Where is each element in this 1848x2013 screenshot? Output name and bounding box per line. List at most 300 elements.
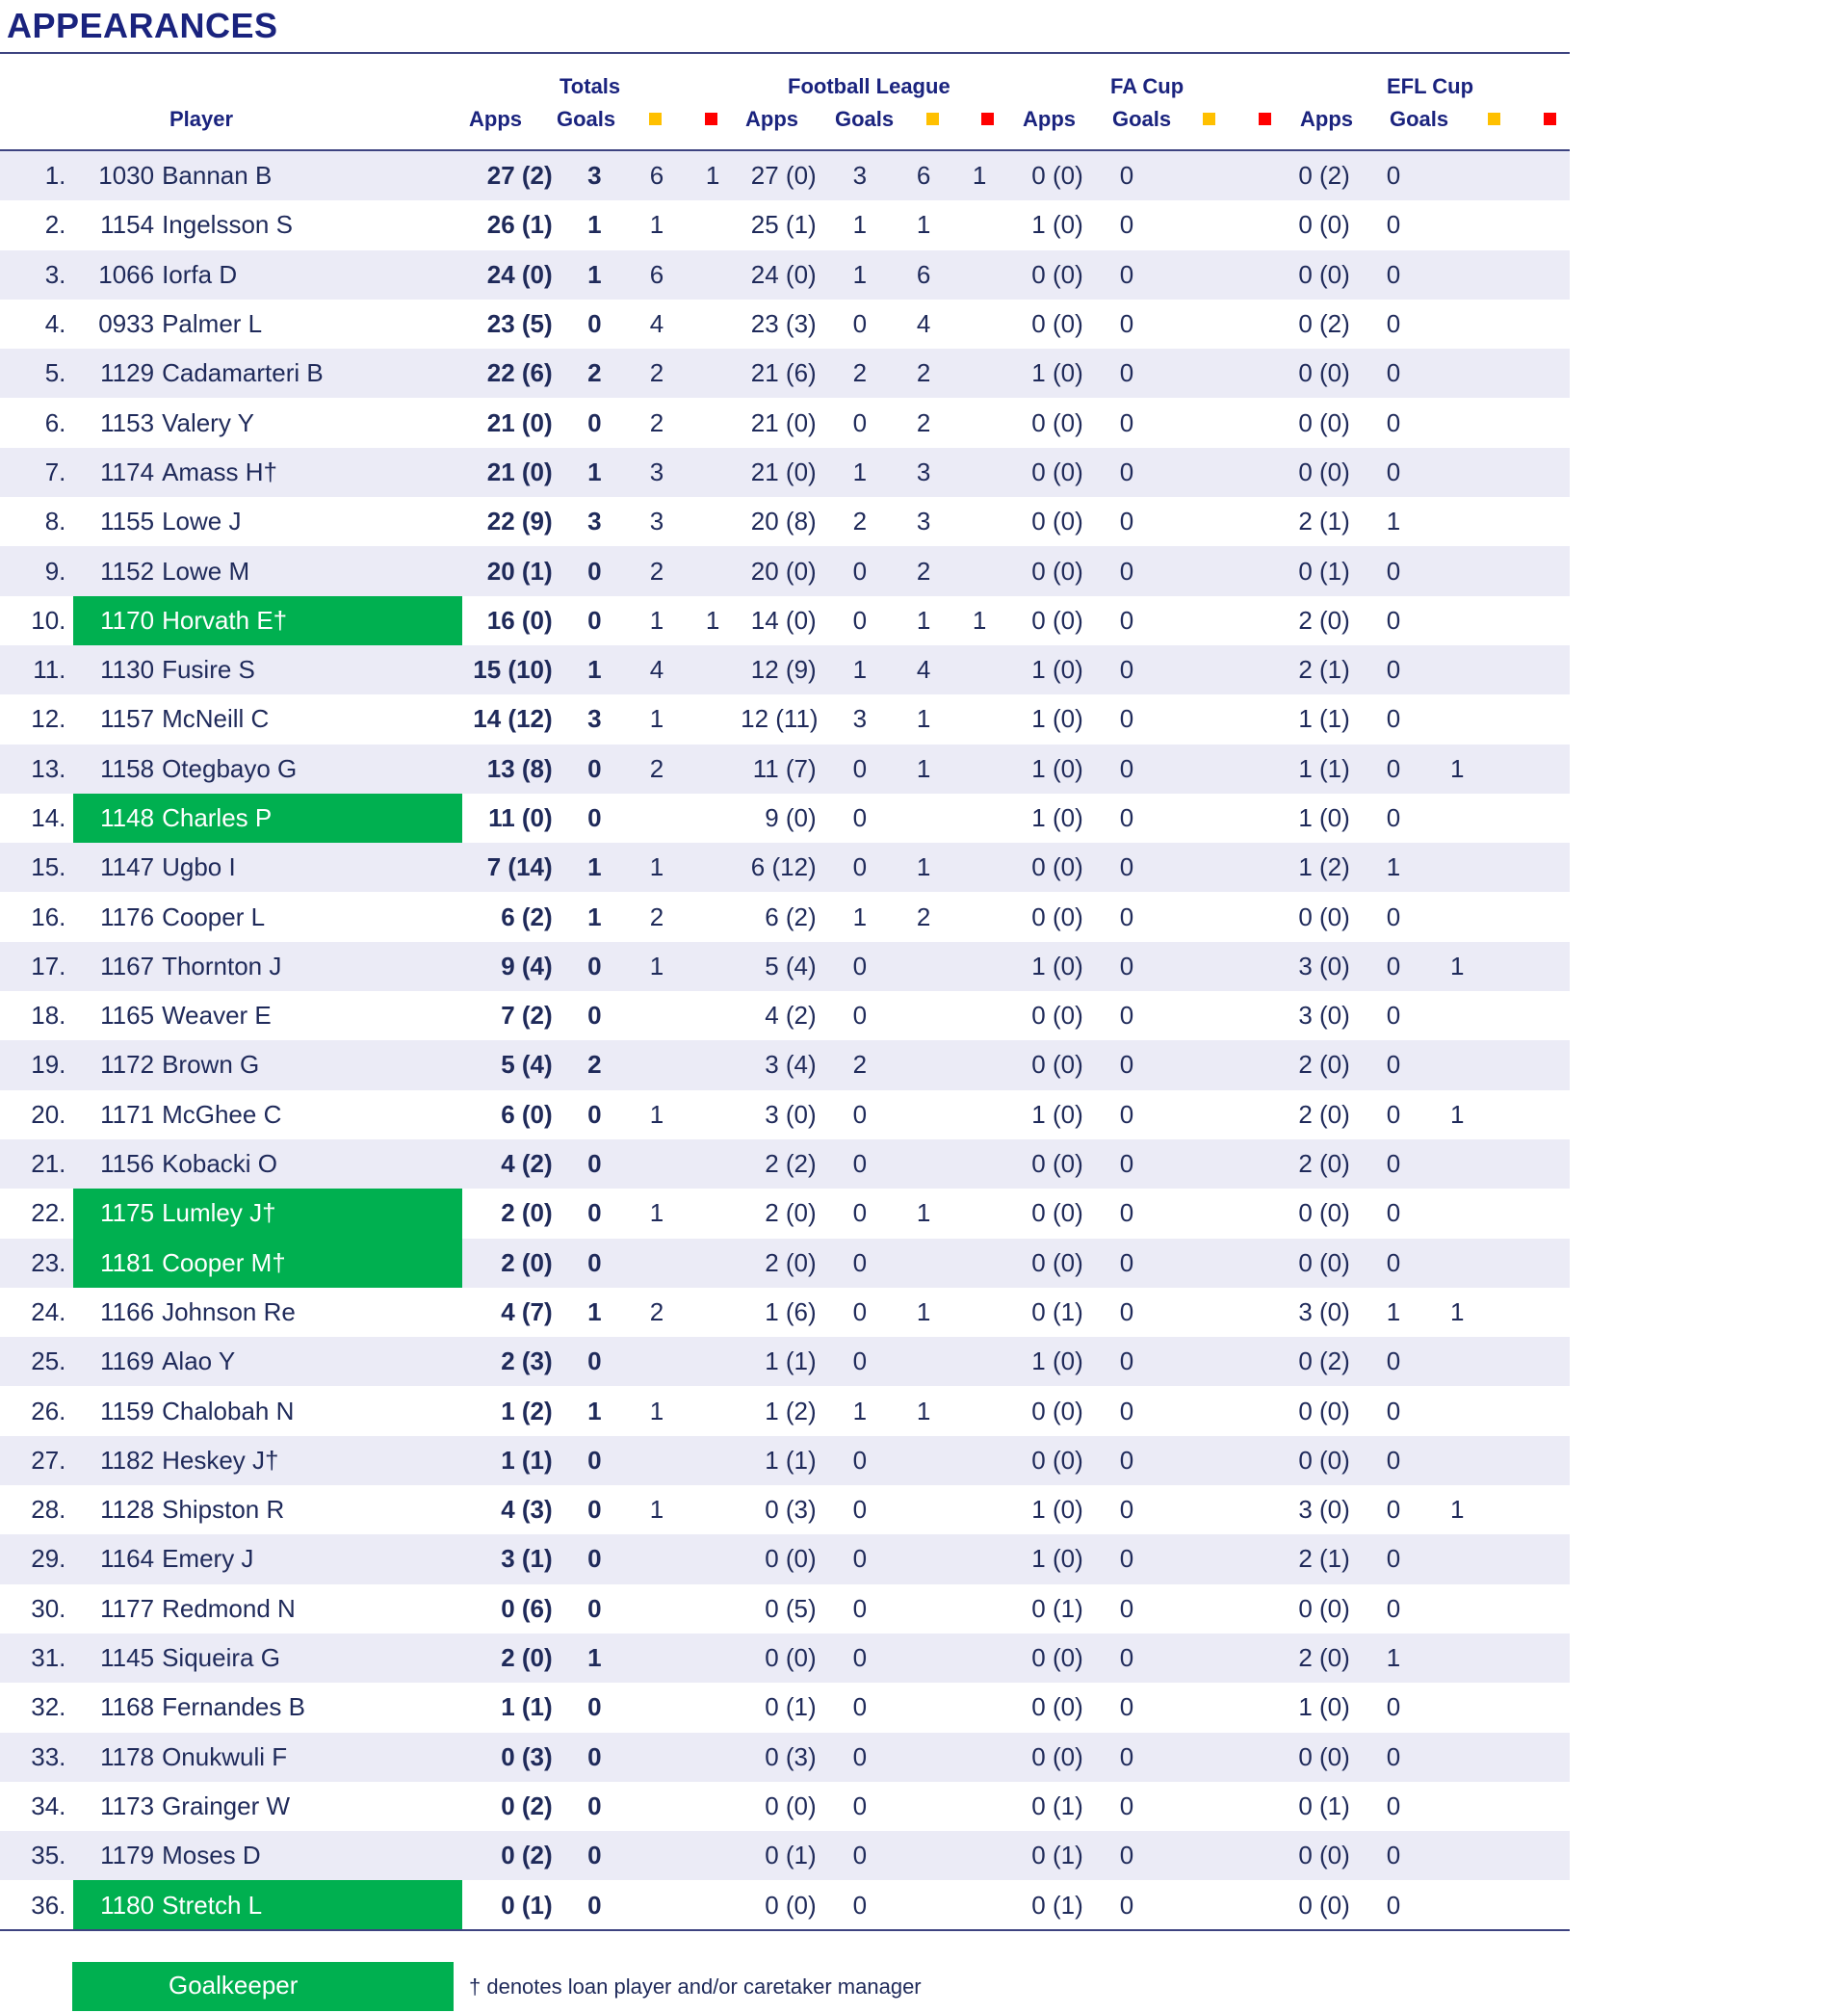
cell-tot-r (685, 497, 741, 546)
cell-tot-goals: 2 (560, 349, 629, 398)
cell-fl-goals: 3 (824, 151, 896, 200)
cell-rank: 30. (0, 1584, 73, 1634)
cell-fl-y: 2 (896, 892, 951, 941)
cell-efl-r (1485, 1485, 1570, 1534)
cell-efl-r (1485, 1139, 1570, 1189)
cell-tot-r (685, 1386, 741, 1435)
cell-tot-apps: 21 (0) (462, 398, 560, 447)
cell-tot-r: 1 (685, 596, 741, 645)
cell-fl-y: 1 (896, 596, 951, 645)
cell-efl-goals: 0 (1358, 1733, 1429, 1782)
cell-fl-goals: 0 (824, 1831, 896, 1880)
cell-efl-apps: 0 (0) (1274, 349, 1358, 398)
cell-efl-r (1485, 843, 1570, 892)
cell-fl-r (951, 1683, 1007, 1732)
cell-efl-goals: 0 (1358, 1584, 1429, 1634)
cell-rank: 13. (0, 745, 73, 794)
cell-fl-y: 4 (896, 645, 951, 694)
cell-player: Weaver E (162, 991, 462, 1040)
cell-tot-r (685, 250, 741, 300)
cell-tot-goals: 0 (560, 596, 629, 645)
cell-efl-goals: 0 (1358, 694, 1429, 744)
cell-efl-y (1429, 1782, 1485, 1831)
cell-fa-r (1218, 1337, 1274, 1386)
cell-fl-r (951, 250, 1007, 300)
cell-rank: 17. (0, 942, 73, 991)
cell-tot-y: 2 (629, 1288, 685, 1337)
cell-player: Thornton J (162, 942, 462, 991)
table-row (0, 1139, 1570, 1189)
cell-fa-goals: 0 (1091, 1782, 1162, 1831)
cell-tot-goals: 0 (560, 794, 629, 843)
cell-fl-apps: 9 (0) (741, 794, 824, 843)
cell-tot-y (629, 1139, 685, 1189)
cell-fl-r (951, 1782, 1007, 1831)
cell-efl-r (1485, 1288, 1570, 1337)
cell-rank: 25. (0, 1337, 73, 1386)
cell-fl-apps: 20 (0) (741, 546, 824, 595)
cell-efl-y (1429, 448, 1485, 497)
cell-tot-y: 6 (629, 151, 685, 200)
cell-fa-apps: 1 (0) (1007, 694, 1091, 744)
cell-efl-goals: 0 (1358, 991, 1429, 1040)
cell-fl-r (951, 1040, 1007, 1089)
table-row (0, 1337, 1570, 1386)
table-row (0, 942, 1570, 991)
cell-player: Johnson Re (162, 1288, 462, 1337)
cell-fl-apps: 0 (3) (741, 1485, 824, 1534)
cell-fl-goals: 1 (824, 448, 896, 497)
cell-tot-r (685, 991, 741, 1040)
cell-efl-y (1429, 200, 1485, 249)
table-row (0, 398, 1570, 447)
cell-fa-apps: 0 (0) (1007, 497, 1091, 546)
cell-rank: 29. (0, 1534, 73, 1583)
cell-fa-goals: 0 (1091, 250, 1162, 300)
cell-fl-goals: 2 (824, 1040, 896, 1089)
cell-fa-y (1162, 1584, 1218, 1634)
cell-efl-y (1429, 1880, 1485, 1929)
table-row (0, 151, 1570, 200)
cell-efl-apps: 2 (1) (1274, 645, 1358, 694)
cell-player: Grainger W (162, 1782, 462, 1831)
cell-fl-goals: 0 (824, 1139, 896, 1189)
cell-fl-y: 2 (896, 349, 951, 398)
yellow-card-icon (649, 113, 662, 125)
cell-efl-apps: 0 (0) (1274, 250, 1358, 300)
cell-efl-y (1429, 991, 1485, 1040)
cell-tot-goals: 0 (560, 546, 629, 595)
cell-tot-r (685, 892, 741, 941)
table-row (0, 250, 1570, 300)
cell-efl-apps: 0 (1) (1274, 1782, 1358, 1831)
cell-fa-r (1218, 349, 1274, 398)
cell-code: 1182 (73, 1436, 162, 1485)
cell-tot-goals: 0 (560, 1880, 629, 1929)
cell-fa-y (1162, 1139, 1218, 1189)
cell-fa-apps: 1 (0) (1007, 794, 1091, 843)
cell-tot-r (685, 1485, 741, 1534)
cell-tot-r (685, 1040, 741, 1089)
cell-rank: 4. (0, 300, 73, 349)
cell-player: Fernandes B (162, 1683, 462, 1732)
cell-fa-apps: 1 (0) (1007, 1534, 1091, 1583)
cell-tot-r (685, 1584, 741, 1634)
cell-fl-apps: 25 (1) (741, 200, 824, 249)
cell-rank: 2. (0, 200, 73, 249)
cell-efl-r (1485, 892, 1570, 941)
cell-efl-r (1485, 1090, 1570, 1139)
cell-fa-goals: 0 (1091, 300, 1162, 349)
cell-fl-y: 3 (896, 448, 951, 497)
cell-efl-apps: 2 (0) (1274, 1139, 1358, 1189)
cell-fl-apps: 0 (0) (741, 1880, 824, 1929)
cell-efl-goals: 0 (1358, 1337, 1429, 1386)
cell-efl-apps: 0 (1) (1274, 546, 1358, 595)
cell-fl-y (896, 1337, 951, 1386)
cell-fl-y: 4 (896, 300, 951, 349)
cell-efl-goals: 1 (1358, 497, 1429, 546)
cell-tot-apps: 23 (5) (462, 300, 560, 349)
cell-efl-goals: 0 (1358, 1831, 1429, 1880)
cell-tot-apps: 4 (7) (462, 1288, 560, 1337)
cell-code: 1176 (73, 892, 162, 941)
cell-fl-y (896, 1239, 951, 1288)
red-card-icon (1259, 113, 1271, 125)
cell-efl-r (1485, 1733, 1570, 1782)
cell-fa-r (1218, 398, 1274, 447)
cell-tot-goals: 0 (560, 1782, 629, 1831)
cell-fa-apps: 0 (0) (1007, 1436, 1091, 1485)
cell-fa-goals: 0 (1091, 1040, 1162, 1089)
cell-tot-r (685, 448, 741, 497)
cell-tot-apps: 11 (0) (462, 794, 560, 843)
cell-tot-y: 1 (629, 1189, 685, 1238)
cell-fa-y (1162, 1831, 1218, 1880)
cell-tot-goals: 0 (560, 1683, 629, 1732)
table-row (0, 497, 1570, 546)
cell-efl-goals: 0 (1358, 300, 1429, 349)
cell-fa-r (1218, 1831, 1274, 1880)
cell-fa-apps: 0 (1) (1007, 1831, 1091, 1880)
cell-rank: 23. (0, 1239, 73, 1288)
cell-rank: 12. (0, 694, 73, 744)
cell-efl-apps: 2 (0) (1274, 1040, 1358, 1089)
cell-fa-r (1218, 794, 1274, 843)
cell-efl-r (1485, 349, 1570, 398)
cell-tot-apps: 15 (10) (462, 645, 560, 694)
cell-efl-y (1429, 892, 1485, 941)
cell-rank: 36. (0, 1880, 73, 1929)
cell-code: 1154 (73, 200, 162, 249)
cell-efl-apps: 0 (0) (1274, 1239, 1358, 1288)
cell-efl-y (1429, 1139, 1485, 1189)
cell-fl-goals: 0 (824, 1534, 896, 1583)
cell-fa-r (1218, 745, 1274, 794)
cell-fa-goals: 0 (1091, 546, 1162, 595)
cell-efl-goals: 0 (1358, 250, 1429, 300)
cell-tot-r (685, 1782, 741, 1831)
cell-fa-y (1162, 1683, 1218, 1732)
cell-tot-y (629, 1782, 685, 1831)
cell-fl-r (951, 546, 1007, 595)
cell-fa-y (1162, 892, 1218, 941)
cell-rank: 6. (0, 398, 73, 447)
cell-efl-apps: 0 (0) (1274, 1386, 1358, 1435)
cell-efl-apps: 0 (0) (1274, 1436, 1358, 1485)
cell-fa-y (1162, 1534, 1218, 1583)
cell-fa-goals: 0 (1091, 892, 1162, 941)
cell-tot-apps: 2 (0) (462, 1189, 560, 1238)
cell-code: 1129 (73, 349, 162, 398)
cell-fl-goals: 3 (824, 694, 896, 744)
cell-tot-apps: 14 (12) (462, 694, 560, 744)
cell-efl-goals: 0 (1358, 1782, 1429, 1831)
cell-player: Ugbo I (162, 843, 462, 892)
header-group-totals: Totals (560, 74, 621, 98)
cell-efl-apps: 1 (2) (1274, 843, 1358, 892)
cell-tot-r (685, 546, 741, 595)
cell-tot-apps: 9 (4) (462, 942, 560, 991)
cell-efl-apps: 0 (0) (1274, 1584, 1358, 1634)
cell-code: 1152 (73, 546, 162, 595)
cell-fa-goals: 0 (1091, 200, 1162, 249)
cell-fa-goals: 0 (1091, 1880, 1162, 1929)
cell-tot-apps: 4 (2) (462, 1139, 560, 1189)
cell-fa-y (1162, 1880, 1218, 1929)
cell-tot-apps: 1 (1) (462, 1436, 560, 1485)
cell-player: Redmond N (162, 1584, 462, 1634)
cell-rank: 34. (0, 1782, 73, 1831)
cell-rank: 14. (0, 794, 73, 843)
cell-code: 1179 (73, 1831, 162, 1880)
cell-tot-r (685, 1139, 741, 1189)
cell-efl-r (1485, 991, 1570, 1040)
cell-efl-goals: 0 (1358, 1485, 1429, 1534)
cell-tot-y: 1 (629, 200, 685, 249)
cell-tot-apps: 22 (9) (462, 497, 560, 546)
cell-player: Kobacki O (162, 1139, 462, 1189)
cell-efl-apps: 0 (2) (1274, 151, 1358, 200)
cell-fl-y: 1 (896, 694, 951, 744)
cell-player: Cooper L (162, 892, 462, 941)
cell-tot-y (629, 794, 685, 843)
cell-tot-apps: 20 (1) (462, 546, 560, 595)
cell-tot-r (685, 1337, 741, 1386)
cell-tot-apps: 16 (0) (462, 596, 560, 645)
cell-fa-goals: 0 (1091, 349, 1162, 398)
cell-fl-goals: 0 (824, 942, 896, 991)
cell-fl-apps: 21 (0) (741, 448, 824, 497)
cell-player: Bannan B (162, 151, 462, 200)
cell-tot-apps: 2 (3) (462, 1337, 560, 1386)
cell-tot-y: 4 (629, 300, 685, 349)
cell-tot-y: 2 (629, 745, 685, 794)
cell-fa-apps: 0 (0) (1007, 843, 1091, 892)
cell-fl-r: 1 (951, 151, 1007, 200)
cell-fa-apps: 1 (0) (1007, 200, 1091, 249)
table-row (0, 892, 1570, 941)
cell-fa-apps: 0 (0) (1007, 1040, 1091, 1089)
cell-tot-goals: 0 (560, 1485, 629, 1534)
cell-efl-y (1429, 497, 1485, 546)
cell-tot-y (629, 991, 685, 1040)
cell-fa-apps: 0 (0) (1007, 1683, 1091, 1732)
cell-tot-y: 1 (629, 843, 685, 892)
appearances-table (0, 151, 1570, 1930)
cell-efl-apps: 0 (0) (1274, 1880, 1358, 1929)
cell-fl-r (951, 1090, 1007, 1139)
cell-rank: 8. (0, 497, 73, 546)
cell-efl-goals: 1 (1358, 1288, 1429, 1337)
cell-player: Ingelsson S (162, 200, 462, 249)
cell-efl-r (1485, 1534, 1570, 1583)
cell-tot-r (685, 1436, 741, 1485)
cell-rank: 18. (0, 991, 73, 1040)
cell-efl-r (1485, 1189, 1570, 1238)
cell-efl-goals: 0 (1358, 1683, 1429, 1732)
cell-fa-goals: 0 (1091, 1139, 1162, 1189)
cell-code: 1153 (73, 398, 162, 447)
cell-fa-goals: 0 (1091, 1733, 1162, 1782)
cell-fl-goals: 0 (824, 745, 896, 794)
cell-fa-y (1162, 448, 1218, 497)
cell-efl-r (1485, 1634, 1570, 1683)
cell-fa-goals: 0 (1091, 497, 1162, 546)
cell-fl-goals: 0 (824, 991, 896, 1040)
cell-fl-r (951, 497, 1007, 546)
cell-tot-goals: 1 (560, 200, 629, 249)
cell-tot-apps: 1 (2) (462, 1386, 560, 1435)
cell-tot-goals: 1 (560, 250, 629, 300)
header-league-apps: Apps (745, 107, 798, 131)
cell-code: 1030 (73, 151, 162, 200)
cell-fa-y (1162, 1386, 1218, 1435)
cell-fa-goals: 0 (1091, 1485, 1162, 1534)
cell-fl-r (951, 398, 1007, 447)
table-row (0, 1485, 1570, 1534)
table-row (0, 448, 1570, 497)
cell-fl-goals: 1 (824, 250, 896, 300)
header-fa-goals: Goals (1112, 107, 1172, 131)
cell-fl-apps: 20 (8) (741, 497, 824, 546)
cell-fa-r (1218, 151, 1274, 200)
cell-fa-r (1218, 1880, 1274, 1929)
cell-efl-r (1485, 1239, 1570, 1288)
cell-rank: 28. (0, 1485, 73, 1534)
cell-fa-y (1162, 1040, 1218, 1089)
table-row (0, 1189, 1570, 1238)
table-row (0, 1040, 1570, 1089)
cell-fa-apps: 1 (0) (1007, 1485, 1091, 1534)
cell-fl-apps: 11 (7) (741, 745, 824, 794)
cell-fa-apps: 1 (0) (1007, 1337, 1091, 1386)
cell-fa-apps: 0 (0) (1007, 151, 1091, 200)
cell-efl-apps: 1 (0) (1274, 794, 1358, 843)
cell-efl-y (1429, 1040, 1485, 1089)
cell-tot-y (629, 1831, 685, 1880)
cell-tot-y (629, 1880, 685, 1929)
cell-code: 1164 (73, 1534, 162, 1583)
cell-tot-apps: 6 (2) (462, 892, 560, 941)
cell-rank: 20. (0, 1090, 73, 1139)
cell-fl-apps: 12 (11) (741, 694, 824, 744)
cell-fl-r (951, 1880, 1007, 1929)
cell-fa-goals: 0 (1091, 794, 1162, 843)
cell-efl-apps: 0 (0) (1274, 1189, 1358, 1238)
cell-code: 1173 (73, 1782, 162, 1831)
cell-fa-y (1162, 645, 1218, 694)
cell-fl-y: 3 (896, 497, 951, 546)
cell-fl-r (951, 1733, 1007, 1782)
cell-efl-y: 1 (1429, 1288, 1485, 1337)
cell-code: 1155 (73, 497, 162, 546)
cell-fa-r (1218, 497, 1274, 546)
cell-fa-r (1218, 1733, 1274, 1782)
table-row (0, 1386, 1570, 1435)
table-row (0, 1683, 1570, 1732)
cell-fa-apps: 0 (0) (1007, 300, 1091, 349)
cell-code: 1159 (73, 1386, 162, 1435)
cell-efl-goals: 0 (1358, 1189, 1429, 1238)
cell-tot-apps: 21 (0) (462, 448, 560, 497)
cell-fl-goals: 0 (824, 1584, 896, 1634)
cell-efl-y (1429, 151, 1485, 200)
cell-tot-y (629, 1584, 685, 1634)
cell-tot-goals: 1 (560, 448, 629, 497)
cell-rank: 10. (0, 596, 73, 645)
cell-efl-y (1429, 1436, 1485, 1485)
table-row (0, 1288, 1570, 1337)
cell-fl-r (951, 1189, 1007, 1238)
cell-fa-r (1218, 546, 1274, 595)
cell-tot-y (629, 1040, 685, 1089)
cell-tot-apps: 27 (2) (462, 151, 560, 200)
cell-player: Horvath E† (162, 596, 462, 645)
table-row (0, 991, 1570, 1040)
cell-fa-y (1162, 349, 1218, 398)
cell-efl-apps: 2 (0) (1274, 1634, 1358, 1683)
cell-code: 1170 (73, 596, 162, 645)
cell-efl-goals: 0 (1358, 349, 1429, 398)
cell-fa-y (1162, 942, 1218, 991)
cell-fl-apps: 2 (0) (741, 1189, 824, 1238)
cell-efl-y (1429, 694, 1485, 744)
cell-rank: 19. (0, 1040, 73, 1089)
cell-tot-apps: 26 (1) (462, 200, 560, 249)
cell-efl-y (1429, 1683, 1485, 1732)
cell-fl-y (896, 991, 951, 1040)
cell-fl-y (896, 1782, 951, 1831)
cell-tot-r (685, 694, 741, 744)
cell-tot-goals: 3 (560, 694, 629, 744)
cell-fl-apps: 0 (1) (741, 1683, 824, 1732)
cell-fl-apps: 12 (9) (741, 645, 824, 694)
cell-fl-goals: 2 (824, 349, 896, 398)
cell-fl-y: 1 (896, 1189, 951, 1238)
cell-fa-goals: 0 (1091, 448, 1162, 497)
cell-efl-r (1485, 497, 1570, 546)
cell-fl-y (896, 1584, 951, 1634)
cell-fa-goals: 0 (1091, 1683, 1162, 1732)
cell-tot-r (685, 1239, 741, 1288)
cell-code: 1166 (73, 1288, 162, 1337)
cell-efl-apps: 0 (0) (1274, 892, 1358, 941)
cell-efl-r (1485, 1337, 1570, 1386)
cell-tot-y: 6 (629, 250, 685, 300)
loan-footnote: † denotes loan player and/or caretaker manager (469, 1974, 922, 1999)
cell-efl-y (1429, 843, 1485, 892)
